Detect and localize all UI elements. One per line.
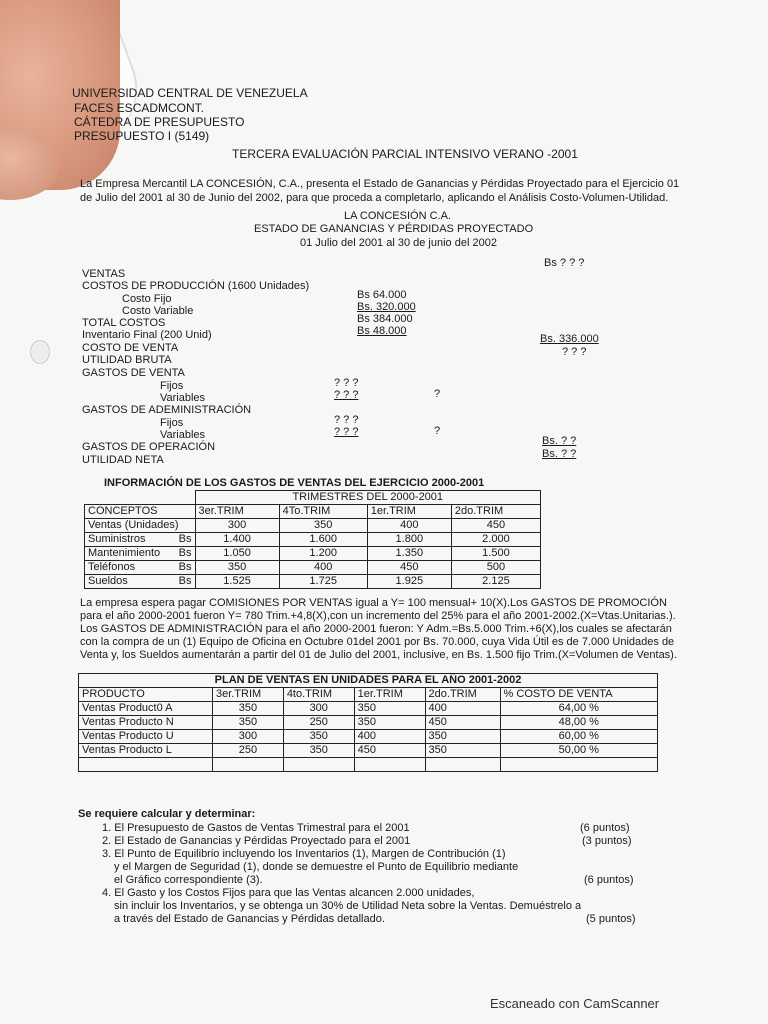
sales-plan-table — [78, 673, 658, 772]
table-cell: 350 — [283, 730, 354, 744]
requirement-line: 4. El Gasto y los Costos Fijos para que las Ventas alcancen 2.000 unidades, — [102, 887, 475, 899]
table-cell: 350 — [195, 561, 279, 575]
gv-fijos-amount: ? ? ? — [334, 377, 359, 389]
row-costo-venta: COSTO DE VENTA — [82, 342, 179, 354]
row-costos-produccion: COSTOS DE PRODUCCIÓN (1600 Unidades) — [82, 280, 310, 292]
table-cell: 350 — [354, 702, 425, 716]
inventario-final-amount: Bs 48.000 — [357, 325, 407, 337]
costo-variable-amount: Bs. 320.000 — [357, 301, 416, 313]
utilidad-bruta-amount: ? ? ? — [562, 346, 587, 358]
table-row — [85, 491, 541, 505]
table-cell: 50,00 % — [500, 744, 657, 758]
row-label: Ventas Producto N — [79, 716, 213, 730]
table-cell: 350 — [212, 716, 283, 730]
requirement-line: 2. El Estado de Ganancias y Pérdidas Proyectado para el 2001 — [102, 835, 411, 847]
header-line-2: FACES ESCADMCONT. — [74, 101, 205, 115]
table-cell: 400 — [279, 561, 367, 575]
row-costo-variable: Costo Variable — [122, 305, 194, 317]
table-cell: 450 — [354, 744, 425, 758]
table-cell: 1.600 — [279, 533, 367, 547]
gv-total-amount: ? — [434, 388, 441, 400]
statement-company: LA CONCESIÓN C.A. — [344, 210, 451, 222]
table-cell: 400 — [354, 730, 425, 744]
table-cell: 300 — [195, 519, 279, 533]
requirement-line: el Gráfico correspondiente (3). — [114, 874, 263, 886]
table-cell: 48,00 % — [500, 716, 657, 730]
sales-plan-title: PLAN DE VENTAS EN UNIDADES PARA EL AÑO 2001-2002 — [79, 674, 658, 688]
row-label-text: Mantenimiento — [88, 547, 161, 559]
requirement-points: (6 puntos) — [580, 822, 630, 834]
row-unit: Bs — [178, 575, 192, 587]
table-cell: 1.525 — [195, 575, 279, 589]
row-label-text: Teléfonos — [88, 561, 136, 573]
table-row — [79, 716, 658, 730]
table-cell: 250 — [212, 744, 283, 758]
table-row — [79, 744, 658, 758]
table-cell — [212, 758, 283, 772]
row-total-costos: TOTAL COSTOS — [82, 317, 166, 329]
header-cell: CONCEPTOS — [85, 505, 196, 519]
exam-title: TERCERA EVALUACIÓN PARCIAL INTENSIVO VERANO -2001 — [232, 147, 578, 161]
header-cell: 1er.TRIM — [367, 505, 451, 519]
requirement-line: a través del Estado de Ganancias y Pérdidas detallado. — [114, 913, 385, 925]
scanner-watermark: Escaneado con CamScanner — [490, 996, 660, 1011]
table-cell: 450 — [425, 716, 500, 730]
table-row — [85, 575, 541, 589]
table-row — [79, 702, 658, 716]
table-cell: 250 — [283, 716, 354, 730]
header-cell: TRIMESTRES DEL 2000-2001 — [195, 491, 541, 505]
requirement-points: (6 puntos) — [584, 874, 634, 886]
table-cell: 350 — [425, 744, 500, 758]
paragraph-line: La empresa espera pagar COMISIONES POR VENTAS igual a Y= 100 mensual+ 10(X).Los GASTOS DE PROMOCIÓN — [80, 597, 667, 609]
table-cell: 64,00 % — [500, 702, 657, 716]
table-row — [79, 758, 658, 772]
requirement-points: (5 puntos) — [586, 913, 636, 925]
header-cell: 1er.TRIM — [354, 688, 425, 702]
row-label: Ventas Product0 A — [79, 702, 213, 716]
row-label-text: Sueldos — [88, 575, 128, 587]
statement-title: ESTADO DE GANANCIAS Y PÉRDIDAS PROYECTADO — [254, 223, 534, 235]
table-cell: 2.000 — [451, 533, 540, 547]
paragraph-line: Venta y, los Sueldos aumentarán a partir del 01 de Julio del 2001, inclusive, en Bs. 1.500 fijo Trim.(X=Volumen de Ventas). — [80, 649, 677, 661]
row-label — [85, 547, 196, 561]
table-row — [85, 547, 541, 561]
statement-period: 01 Julio del 2001 al 30 de junio del 2002 — [300, 237, 497, 249]
row-gastos-operacion: GASTOS DE OPERACIÓN — [82, 441, 216, 453]
table-cell: 2.125 — [451, 575, 540, 589]
expenses-table — [84, 490, 541, 589]
utilidad-neta-amount: Bs. ? ? — [542, 448, 577, 460]
table-cell: 60,00 % — [500, 730, 657, 744]
row-label-text: Suministros — [88, 533, 146, 545]
paragraph-line: para el año 2000-2001 fueron Y= 780 Trim.+4,8(X),con un incremento del 25% para el año 2001-2002.(X=Vtas.Unitarias.). — [80, 610, 676, 622]
intro-line-1: La Empresa Mercantil LA CONCESIÓN, C.A., presenta el Estado de Ganancias y Pérdidas Proyectado para el Ejercicio 01 — [80, 178, 680, 190]
table-cell — [500, 758, 657, 772]
table-row — [85, 533, 541, 547]
ventas-amount: Bs ? ? ? — [544, 257, 585, 269]
expenses-table-title: INFORMACIÓN DE LOS GASTOS DE VENTAS DEL EJERCICIO 2000-2001 — [104, 477, 485, 489]
requirement-line: 1. El Presupuesto de Gastos de Ventas Trimestral para el 2001 — [102, 822, 410, 834]
header-cell: % COSTO DE VENTA — [500, 688, 657, 702]
header-cell: 2do.TRIM — [451, 505, 540, 519]
header-cell: 2do.TRIM — [425, 688, 500, 702]
header-line-1: UNIVERSIDAD CENTRAL DE VENEZUELA — [72, 86, 308, 100]
punch-hole — [30, 340, 50, 364]
row-unit: Bs — [178, 547, 192, 559]
requirement-line: sin incluir los Inventarios, y se obtenga un 30% de Utilidad Neta sobre la Ventas. Demuéstrelo a — [114, 900, 582, 912]
row-ga-variables: Variables — [160, 429, 206, 441]
table-cell: 1.500 — [451, 547, 540, 561]
row-label: Ventas Producto L — [79, 744, 213, 758]
table-cell — [354, 758, 425, 772]
row-label: Ventas Producto U — [79, 730, 213, 744]
ga-fijos-amount: ? ? ? — [334, 414, 359, 426]
costo-venta-amount: Bs. 336.000 — [540, 333, 599, 345]
row-gv-fijos: Fijos — [160, 380, 184, 392]
table-cell: 350 — [212, 702, 283, 716]
table-cell: 450 — [367, 561, 451, 575]
row-ventas: VENTAS — [82, 268, 126, 280]
table-cell: 350 — [283, 744, 354, 758]
intro-line-2: de Julio del 2001 al 30 de Junio del 2002, para que proceda a completarlo, aplicando el Análisis Costo-Volumen-Utilidad. — [80, 192, 669, 204]
table-cell: 300 — [212, 730, 283, 744]
row-label: Ventas (Unidades) — [85, 519, 196, 533]
header-line-3: CÁTEDRA DE PRESUPUESTO — [74, 115, 245, 129]
table-row — [85, 561, 541, 575]
gv-variables-amount: ? ? ? — [334, 389, 359, 401]
header-line-4: PRESUPUESTO I (5149) — [74, 129, 210, 143]
row-label — [85, 561, 196, 575]
header-cell: 3er.TRIM — [212, 688, 283, 702]
row-label — [85, 575, 196, 589]
row-unit: Bs — [178, 533, 192, 545]
gastos-operacion-amount: Bs. ? ? — [542, 435, 577, 447]
row-ga-fijos: Fijos — [160, 417, 184, 429]
row-gastos-administracion: GASTOS DE ADEMINISTRACIÓN — [82, 404, 252, 416]
ga-variables-amount: ? ? ? — [334, 426, 359, 438]
header-cell: 4to.TRIM — [283, 688, 354, 702]
table-cell: 400 — [367, 519, 451, 533]
table-row — [85, 505, 541, 519]
table-row — [79, 674, 658, 688]
requirements-title: Se requiere calcular y determinar: — [78, 808, 256, 820]
table-cell: 350 — [354, 716, 425, 730]
requirement-line: 3. El Punto de Equilibrio incluyendo los Inventarios (1), Margen de Contribución (1) — [102, 848, 506, 860]
costo-fijo-amount: Bs 64.000 — [357, 289, 407, 301]
table-cell: 1.350 — [367, 547, 451, 561]
table-row — [85, 519, 541, 533]
row-label — [85, 533, 196, 547]
paragraph-line: con la compra de un (1) Equipo de Oficina en Octubre 01del 2001 por Bs. 70.000, cuya Vida Útil es de 7.000 Unidades de — [80, 636, 675, 648]
row-unit: Bs — [178, 561, 192, 573]
row-gastos-venta: GASTOS DE VENTA — [82, 367, 185, 379]
total-costos-amount: Bs 384.000 — [357, 313, 413, 325]
requirement-line: y el Margen de Seguridad (1), donde se demuestre el Punto de Equilibrio mediante — [114, 861, 519, 873]
row-utilidad-bruta: UTILIDAD BRUTA — [82, 354, 172, 366]
row-inventario-final: Inventario Final (200 Unid) — [82, 329, 212, 341]
table-cell — [283, 758, 354, 772]
row-costo-fijo: Costo Fijo — [122, 293, 172, 305]
paragraph-line: Los GASTOS DE ADMINISTRACIÓN para el año 2000-2001 fueron: Y Adm.=Bs.5.000 Trim.+6(X),los cuales se afectarán — [80, 623, 672, 635]
row-gv-variables: Variables — [160, 392, 206, 404]
table-row — [79, 688, 658, 702]
ga-total-amount: ? — [434, 425, 441, 437]
table-cell: 1.050 — [195, 547, 279, 561]
table-cell: 400 — [425, 702, 500, 716]
table-cell: 450 — [451, 519, 540, 533]
table-cell: 1.200 — [279, 547, 367, 561]
table-cell: 350 — [279, 519, 367, 533]
header-cell: 3er.TRIM — [195, 505, 279, 519]
table-row — [79, 730, 658, 744]
table-cell: 350 — [425, 730, 500, 744]
table-cell: 500 — [451, 561, 540, 575]
table-cell: 300 — [283, 702, 354, 716]
table-cell: 1.800 — [367, 533, 451, 547]
table-cell: 1.400 — [195, 533, 279, 547]
table-cell: 1.725 — [279, 575, 367, 589]
header-cell: PRODUCTO — [79, 688, 213, 702]
table-cell — [425, 758, 500, 772]
header-cell: 4To.TRIM — [279, 505, 367, 519]
requirement-points: (3 puntos) — [582, 835, 632, 847]
table-cell: 1.925 — [367, 575, 451, 589]
table-cell — [79, 758, 213, 772]
row-utilidad-neta: UTILIDAD NETA — [82, 454, 164, 466]
